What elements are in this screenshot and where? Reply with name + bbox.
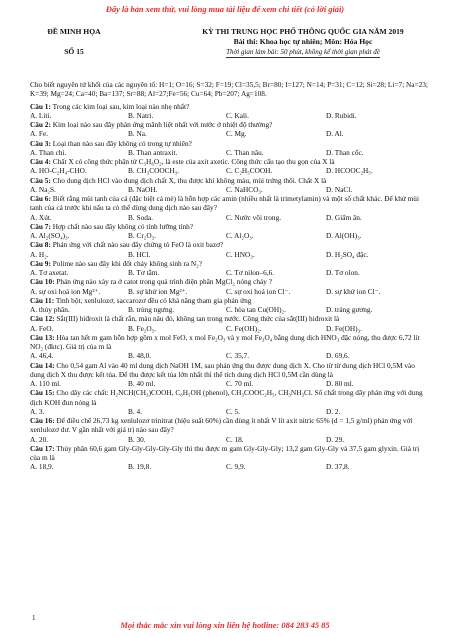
question <box>30 277 430 286</box>
question-number: Câu 11: <box>30 295 55 305</box>
answer-option: C. sự oxi hoá ion Cl⁻. <box>226 286 291 296</box>
question <box>30 361 430 380</box>
question <box>30 222 430 231</box>
answer-option: D. 29. <box>326 434 345 444</box>
question-number: Câu 7: <box>30 221 51 231</box>
answer-option: A. Xút. <box>30 212 52 222</box>
question-number: Câu 6: <box>30 194 51 203</box>
answer-option: A. 18,9. <box>30 462 54 472</box>
answer-option: C. Tơ nilon–6,6. <box>226 268 275 277</box>
answer-option: D. Giấm ăn. <box>326 212 362 222</box>
exam-body <box>30 80 430 472</box>
answer-options <box>30 129 430 138</box>
answer-option: C. 70 ml. <box>226 379 254 388</box>
answer-option: A. FeO. <box>30 323 54 333</box>
answer-option: D. H₂SO₄ đặc. <box>326 249 369 259</box>
question <box>30 259 430 268</box>
answer-option: C. 5. <box>226 406 240 416</box>
answer-options <box>30 250 430 259</box>
answer-option: C. HNO₃. <box>226 249 255 259</box>
answer-option: D. 37,8. <box>326 462 350 472</box>
answer-option: B. Cr₂O₃. <box>128 231 156 240</box>
answer-options <box>30 435 430 444</box>
answer-options <box>30 231 430 240</box>
question-text: Chất X có công thức phân tử C₃H₆O₂, là este của axit axetic. Công thức cấu tạo thu gọn của X là <box>52 157 335 166</box>
question <box>30 388 430 407</box>
answer-option: A. Fe. <box>30 129 49 139</box>
question <box>30 194 430 213</box>
question-text: Hợp chất nào sau đây không có tính lưỡng tính? <box>52 221 194 231</box>
question <box>30 157 430 166</box>
answer-options <box>30 213 430 222</box>
question-text: Phản ứng với chất nào sau đây chứng tỏ FeO là oxit bazơ? <box>52 240 224 250</box>
answer-option: B. 4. <box>128 406 142 416</box>
exam-subject: Bài thi: Khoa học tự nhiên; Môn: Hóa Học <box>233 37 373 46</box>
answer-option: A. Tơ axetat. <box>30 268 69 277</box>
answer-option: A. 20. <box>30 434 49 444</box>
answer-option: D. Fe(OH)₃. <box>326 323 362 333</box>
answer-option: D. NaCl. <box>326 184 353 194</box>
answer-option: D. Rubidi. <box>326 110 357 120</box>
answer-options <box>30 351 430 360</box>
answer-option: B. 19,8. <box>128 462 152 472</box>
answer-option: D. 69,6. <box>326 351 350 361</box>
answer-option: B. Fe₂O₃. <box>128 323 156 333</box>
question-number: Câu 12: <box>30 314 55 324</box>
question-number: Câu 15: <box>30 388 55 398</box>
hotline-banner: Mọi thắc mắc xin vui lòng xin liên hệ hotline: 084 283 45 85 <box>120 621 330 630</box>
answer-option: B. NaOH. <box>128 184 158 194</box>
question-number: Câu 1: <box>30 101 51 111</box>
question-text: Loại than nào sau đây không có trong tự nhiên? <box>52 138 192 148</box>
question-text: Biết rằng mùi tanh của cá (đặc biệt cá mè) là hỗn hợp các amin (nhiều nhất là trimetylamin) và một số chất khác. Để khử mùi tanh của cá trước khi nấu ta có thể dùng dung dịch nào sau đây? <box>30 194 419 213</box>
answer-option: B. Tơ tằm. <box>128 268 160 277</box>
answer-option: C. 9,9. <box>226 462 246 472</box>
question-number: Câu 13: <box>30 332 55 342</box>
question <box>30 102 430 111</box>
answer-option: A. HO-C₂H₄-CHO. <box>30 166 87 176</box>
answer-options <box>30 287 430 296</box>
answer-options <box>30 268 430 277</box>
question-text: Phản ứng nào xảy ra ở catot trong quá trình điện phân MgCl₂ nóng chảy ? <box>56 277 272 287</box>
atomic-mass-intro: Cho biết nguyên tử khối của các nguyên tố: H=1; O=16; S=32; F=19; Cl=35,5; Br=80; I=127; N=14; P=31; C=12; Si=28; Li=7; Na=23; K=39; Mg=24; Ca=40; Ba=137; Sr=88; Al=27;Fe=56; Cu=64; Pb=207; Ag=108. <box>30 80 428 99</box>
answer-options <box>30 148 430 157</box>
question-text: Polime nào sau đây khi đốt cháy không sinh ra N₂? <box>52 258 202 268</box>
answer-option: A. 46,4. <box>30 351 54 361</box>
answer-option: B. HCl. <box>128 249 151 259</box>
question-text: Cho dãy các chất: H₂NCH(CH₃)COOH, C₆H₅OH (phenol), CH₃COOC₂H₅, CH₃NH₃Cl. Số chất trong dãy phản ứng với dung dịch KOH đun nóng là <box>30 388 423 407</box>
answer-options <box>30 185 430 194</box>
question <box>30 333 430 352</box>
question <box>30 314 430 323</box>
answer-option: B. 48,0. <box>128 351 152 361</box>
question <box>30 444 430 463</box>
answer-option: A. 3. <box>30 406 45 416</box>
answer-option: D. 2. <box>326 406 341 416</box>
answer-option: C. 35,7. <box>226 351 250 361</box>
answer-options <box>30 111 430 120</box>
question-number: Câu 3: <box>30 138 51 148</box>
question-text: Trong các kim loại sau, kim loại nào nhẹ nhất? <box>52 101 190 111</box>
question-number: Câu 5: <box>30 175 51 185</box>
question-number: Câu 16: <box>30 416 55 425</box>
answer-option: C. hòa tan Cu(OH)₂. <box>226 305 286 314</box>
answer-option: B. 30. <box>128 434 146 444</box>
answer-option: B. Natri. <box>128 110 154 120</box>
answer-option: D. Al. <box>326 129 344 139</box>
question-number: Câu 2: <box>30 120 51 129</box>
question-text: Thủy phân 60,6 gam Gly-Gly-Gly-Gly-Gly thì thu được m gam Gly-Gly-Gly; 13,2 gam Gly-Gly và 37,5 gam glyxin. Giá trị của m là <box>30 443 420 462</box>
question <box>30 120 430 129</box>
question <box>30 296 430 305</box>
answer-option: B. CH₃COOCH₃. <box>128 166 180 176</box>
question-number: Câu 10: <box>30 277 55 287</box>
exam-header <box>14 27 444 71</box>
answer-option: B. 40 ml. <box>128 379 156 388</box>
exam-type-label: ĐỀ MINH HỌA <box>47 27 101 36</box>
answer-option: D. Than cốc. <box>326 147 364 157</box>
answer-option: C. Mg. <box>226 129 247 139</box>
answer-option: D. HCOOC₂H₅. <box>326 166 373 176</box>
answer-option: C. 18. <box>226 434 244 444</box>
question <box>30 176 430 185</box>
answer-option: A. Liti. <box>30 110 52 120</box>
answer-option: C. Than nâu. <box>226 147 264 157</box>
question-number: Câu 9: <box>30 258 51 268</box>
answer-option: D. Tơ olon. <box>326 268 360 277</box>
answer-option: C. C₂H₅COOH. <box>226 166 273 176</box>
answer-option: D. sự khử ion Cl⁻. <box>326 286 381 296</box>
question-text: Hòa tan hết m gam hỗn hợp gồm x mol FeO, x mol Fe₂O₃ và y mol Fe₃O₄ bằng dung dịch HNO₃ đặc nóng, thu được 6,72 lít NO₂ (đktc). Giá trị của m là <box>30 332 420 351</box>
answer-option: B. Na. <box>128 129 147 139</box>
question-number: Câu 4: <box>30 157 51 166</box>
exam-title: KỲ THI TRUNG HỌC PHỔ THÔNG QUỐC GIA NĂM 2019 <box>202 27 404 36</box>
answer-option: C. Fe(OH)₂. <box>226 323 262 333</box>
answer-option: B. Soda. <box>128 212 153 222</box>
answer-option: C. Al₂O₃. <box>226 231 254 240</box>
answer-option: B. sự khử ion Mg²⁺. <box>128 286 188 296</box>
answer-option: C. Nước vôi trong. <box>226 212 282 222</box>
answer-option: A. H₂. <box>30 249 49 259</box>
answer-options <box>30 324 430 333</box>
answer-option: B. Than antraxit. <box>128 147 178 157</box>
answer-options <box>30 462 430 471</box>
question-text: Cho dung dịch HCl vào dung dịch chất X, thu được khí không màu, mùi trứng thối. Chất X là <box>52 175 327 185</box>
answer-option: A. 110 ml. <box>30 379 61 388</box>
question-text: Cho 0,54 gam Al vào 40 ml dung dịch NaOH 1M, sau phản ứng thu được dung dịch X. Cho từ từ dung dịch HCl 0,5M vào dung dịch X thu được kết tủa. Để thu được kết tủa lớn nhất thì thể tích dung dịch HCl 0,5M cần dùng là <box>30 360 415 379</box>
preview-notice-banner: Đây là bản xem thử, vui lòng mua tài liệu để xem chi tiết (có lời giải) <box>105 5 345 14</box>
question <box>30 416 430 435</box>
question-number: Câu 17: <box>30 443 55 453</box>
question-text: Kim loại nào sau đây phản ứng mãnh liệt nhất với nước ở nhiệt độ thường? <box>52 120 273 129</box>
question-number: Câu 8: <box>30 240 51 250</box>
answer-option: D. Al(OH)₃. <box>326 231 362 240</box>
answer-option: A. Than chì. <box>30 147 67 157</box>
question <box>30 139 430 148</box>
question-text: Tinh bột, xenlulozơ, saccarozơ đều có khả năng tham gia phản ứng <box>55 295 252 305</box>
answer-option: A. Na₂S. <box>30 184 56 194</box>
exam-number: SỐ 15 <box>64 47 84 56</box>
answer-option: A. thủy phân. <box>30 305 70 314</box>
answer-options <box>30 166 430 175</box>
answer-option: A. sự oxi hoá ion Mg²⁺. <box>30 286 101 296</box>
answer-option: D. tráng gương. <box>326 305 373 314</box>
answer-option: B. trùng ngưng. <box>128 305 175 314</box>
question <box>30 240 430 249</box>
question-number: Câu 14: <box>30 360 55 370</box>
page-number: 1 <box>32 614 36 622</box>
question-text: Sắt(III) hiđroxit là chất rắn, màu nâu đỏ, không tan trong nước. Công thức của sắt(III) hiđroxit là <box>56 314 340 324</box>
question-text: Để điều chế 26,73 kg xenlulozơ trinitrat (hiệu suất 60%) cần dùng ít nhất V lít axit nitric 65% (d = 1,5 g/ml) phản ứng với xenlulozơ dư. V gần nhất với giá trị nào sau đây? <box>30 416 413 435</box>
exam-duration: Thời gian làm bài: 50 phút, không kể thời gian phát đề <box>226 48 380 56</box>
answer-option: C. Kali. <box>226 110 249 120</box>
answer-option: C. NaHCO₃. <box>226 184 263 194</box>
answer-option: D. 80 ml. <box>326 379 354 388</box>
answer-options <box>30 305 430 314</box>
answer-option: A. Al₂(SO₄)₃. <box>30 231 70 240</box>
answer-options <box>30 379 430 388</box>
answer-options <box>30 407 430 416</box>
